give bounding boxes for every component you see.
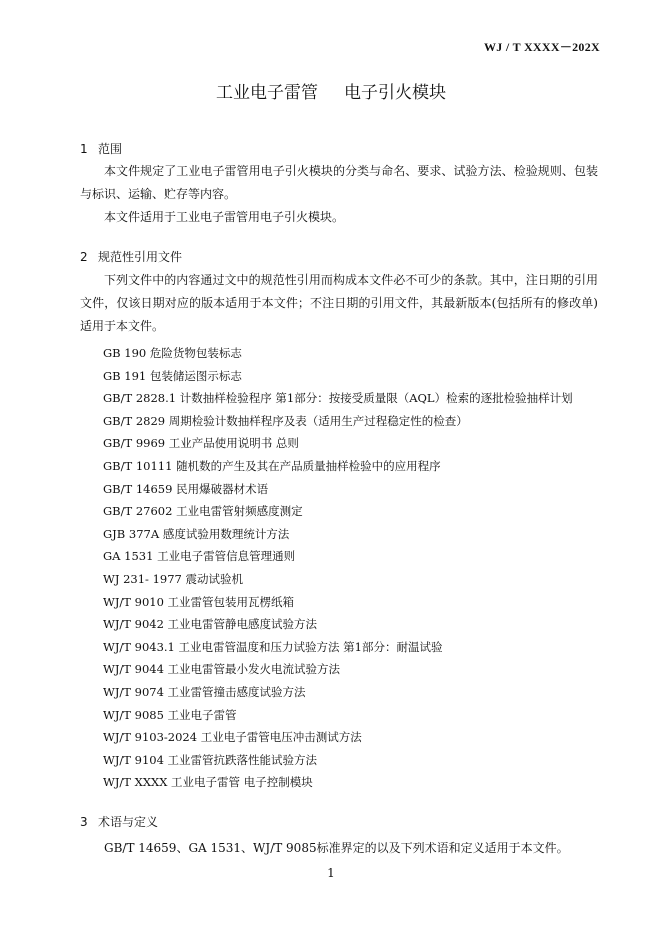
references-intro-paragraph: 下列文件中的内容通过文中的规范性引用而构成本文件必不可少的条款。其中，注日期的引用文件，仅该日期对应的版本适用于本文件；不注日期的引用文件，其最新版本(包括所有的修改单) 适用于本文件。 [80,273,598,333]
document-title-part2: 电子引火模块 [344,83,446,103]
section-heading-normative-references [80,248,182,265]
reference-item: WJ/T 9010 工业雷管包装用瓦楞纸箱 [103,594,295,609]
page-number: 1 [327,866,335,880]
scope-paragraph-2: 本文件适用于工业电子雷管用电子引火模块。 [104,210,345,224]
reference-item: WJ/T 9085 工业电子雷管 [103,707,237,722]
scope-paragraph-1: 本文件规定了工业电子雷管用电子引火模块的分类与命名、要求、试验方法、检验规则、包装与标识、运输、贮存等内容。 [80,164,598,201]
document-title [0,78,662,103]
reference-item: WJ/T XXXX 工业电子雷管 电子控制模块 [103,775,313,790]
section-number: 3 [80,815,88,829]
reference-item: WJ/T 9074 工业雷管撞击感度试验方法 [103,684,306,699]
section-number: 1 [80,142,88,156]
reference-list [103,342,573,794]
reference-item: GB/T 2828.1 计数抽样检验程序 第1部分：按接受质量限（AQL）检索的逐批检验抽样计划 [103,391,573,406]
document-title-part1: 工业电子雷管 [216,83,318,103]
section-heading-terms [80,813,158,830]
section-number: 2 [80,250,88,264]
reference-item: GB/T 27602 工业电雷管射频感度测定 [103,504,303,519]
reference-item: WJ/T 9104 工业雷管抗跌落性能试验方法 [103,752,318,767]
reference-item: WJ/T 9043.1 工业电雷管温度和压力试验方法 第1部分：耐温试验 [103,639,443,654]
section-title: 术语与定义 [98,815,159,829]
terms-paragraph: GB/T 14659、GA 1531、WJ/T 9085标准界定的以及下列术语和定义适用于本文件。 [104,841,569,855]
reference-item: WJ 231- 1977 震动试验机 [103,571,243,586]
reference-item: GA 1531 工业电子雷管信息管理通则 [103,549,296,564]
reference-item: GB/T 10111 随机数的产生及其在产品质量抽样检验中的应用程序 [103,458,441,473]
section-title: 范围 [98,142,123,156]
reference-item: WJ/T 9103-2024 工业电子雷管电压冲击测试方法 [103,730,362,745]
reference-item: GB 190 危险货物包装标志 [103,346,242,360]
reference-item: GB/T 9969 工业产品使用说明书 总则 [103,436,299,451]
standard-code: WJ / T XXXX－202X [483,40,600,54]
reference-item: WJ/T 9042 工业电雷管静电感度试验方法 [103,617,318,632]
section-heading-scope [80,140,122,157]
reference-item: WJ/T 9044 工业电雷管最小发火电流试验方法 [103,662,341,677]
section-title: 规范性引用文件 [98,250,183,264]
reference-item: GB/T 2829 周期检验计数抽样程序及表（适用生产过程稳定性的检查） [103,413,468,428]
reference-item: GB/T 14659 民用爆破器材术语 [103,481,269,496]
reference-item: GJB 377A 感度试验用数理统计方法 [103,526,290,541]
reference-item: GB 191 包装储运图示标志 [103,368,242,383]
